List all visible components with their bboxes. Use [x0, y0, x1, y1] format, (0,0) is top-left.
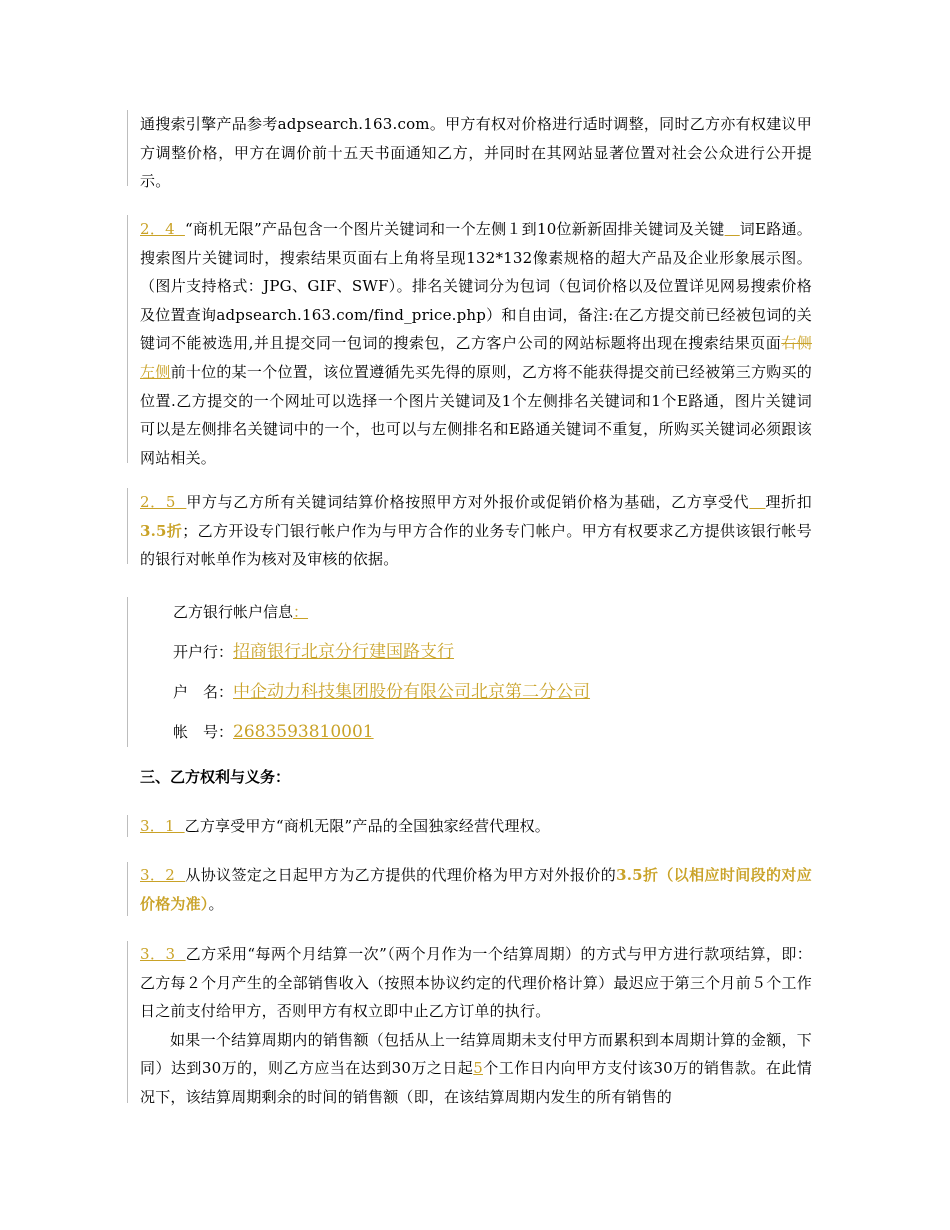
clause-number: 3．3 — [140, 945, 186, 963]
account-number-row — [173, 718, 374, 746]
inserted-blank — [749, 493, 765, 511]
inserted-blank — [725, 220, 740, 238]
paragraph-text: 通搜索引擎产品参考adpsearch.163.com。甲方有权对价格进行适时调整，同时乙方亦有权建议甲方调整价格，甲方在调价前十五天书面通知乙方，并同时在其网站显著位置对社会公众进行公开提示。 — [140, 115, 812, 191]
revision-bar — [127, 488, 128, 564]
clause-3-3 — [140, 940, 812, 1112]
clause-text: 理折扣 — [765, 493, 812, 511]
inserted-text: 左侧 — [140, 362, 171, 381]
clause-text: 从协议签定之日起甲方为乙方提供的代理价格为甲方对外报价的 — [185, 866, 617, 884]
inserted-text: 5 — [473, 1059, 484, 1078]
revision-bar — [127, 862, 128, 916]
revision-bar — [127, 215, 128, 463]
clause-2-4 — [140, 215, 812, 472]
discount-rate: 3.5折（以相应时间段的对应价格为准） — [140, 866, 813, 913]
paragraph-pricing-reference — [140, 110, 812, 196]
clause-number: 3．1 — [140, 817, 185, 835]
account-number-label: 帐 号： — [173, 723, 234, 741]
deleted-text: 右侧 — [781, 334, 812, 353]
bank-info-title: 乙方银行帐户信息： — [173, 603, 309, 621]
clause-3-2: 3．2 从协议签定之日起甲方为乙方提供的代理价格为甲方对外报价的3.5折（以相应时间段的对应价格为准）。 — [140, 866, 813, 913]
section-heading: 三、乙方权利与义务： — [140, 768, 291, 786]
clause-text: 词E路通。搜索图片关键词时，搜索结果页面右上角将呈现132*132像素规格的超大产品及企业形象展示图。（图片支持格式：JPG、GIF、SWF）。排名关键词分为包词（包词价格以及位置详见网易搜索价格及位置查询adpsearch.163.com/find_price.php）和自由词，备注:在乙方提交前已经被包词的关键词不能被选用,并且提交同一包词的搜索包，乙方客户公司的网站标题将出现在搜索结果页面 — [140, 220, 812, 353]
clause-number: 2．4 — [140, 220, 185, 238]
discount-rate: 3.5折 — [140, 521, 183, 540]
clause-3-1 — [140, 812, 812, 841]
account-number-value: 2683593810001 — [233, 722, 374, 742]
clause-text: ；乙方开设专门银行帐户作为与甲方合作的业务专门帐户。甲方有权要求乙方提供该银行帐号的银行对帐单作为核对及审核的依据。 — [140, 521, 812, 569]
clause-text: 乙方享受甲方“商机无限”产品的全国独家经营代理权。 — [184, 817, 550, 835]
clause-2-5 — [140, 488, 812, 574]
account-name-value: 中企动力科技集团股份有限公司北京第二分公司 — [233, 682, 591, 702]
clause-continuation: 如果一个结算周期内的销售额（包括从上一结算周期未支付甲方而累积到本周期计算的金额，下同）达到30万的，则乙方应当在达到30万之日起5个工作日内向甲方支付该30万的销售款。在此情况下，该结算周期剩余的时间的销售额（即，在该结算周期内发生的所有销售的 — [140, 1030, 812, 1106]
clause-number: 3．2 — [140, 866, 186, 884]
revision-bar — [127, 815, 128, 837]
clause-text: “商机无限”产品包含一个图片关键词和一个左侧１到10位新新固排关键词及关键 — [184, 220, 725, 238]
bank-branch-value: 招商银行北京分行建国路支行 — [233, 642, 455, 662]
clause-number: 2．5 — [140, 493, 187, 511]
revision-bar — [127, 110, 128, 186]
account-name-row — [173, 678, 590, 706]
bank-branch-row — [173, 638, 454, 666]
revision-bar — [127, 941, 128, 1103]
clause-text: 甲方与乙方所有关键词结算价格按照甲方对外报价或促销价格为基础，乙方享受代 — [186, 493, 750, 511]
bank-branch-label: 开户行： — [173, 643, 234, 661]
clause-text: 乙方采用“每两个月结算一次”（两个月作为一个结算周期）的方式与甲方进行款项结算，即：乙方每２个月产生的全部销售收入（按照本协议约定的代理价格计算）最迟应于第三个月前５个工作日之前支付给甲方，否则甲方有权立即中止乙方订单的执行。 — [140, 945, 813, 1021]
account-name-label: 户 名： — [173, 683, 234, 701]
revision-bar — [127, 597, 128, 747]
clause-text: 前十位的某一个位置，该位置遵循先买先得的原则，乙方将不能获得提交前已经被第三方购买的位置.乙方提交的一个网址可以选择一个图片关键词及1个左侧排名关键词和1个E路通，图片关键词可以是左侧排名关键词中的一个，也可以与左侧排名和E路通关键词不重复，所购买关键词必须跟该网站相关。 — [140, 362, 813, 467]
